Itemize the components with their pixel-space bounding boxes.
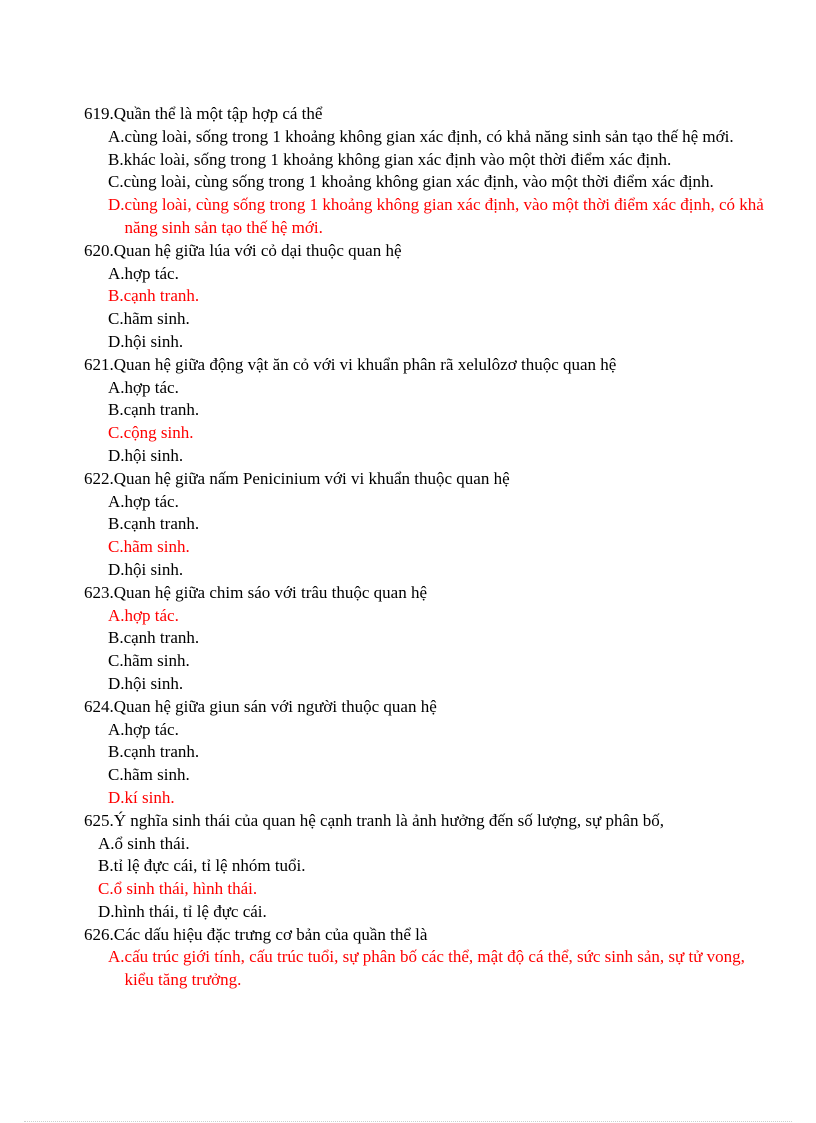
answer-option	[0, 673, 816, 696]
question-stem: 626.Các dấu hiệu đặc trưng cơ bản của quần thể là	[84, 924, 428, 944]
option-text: cùng loài, cùng sống trong 1 khoảng không gian xác định, vào một thời điểm xác định.	[123, 172, 714, 192]
answer-option-correct	[0, 878, 816, 901]
answer-option-correct	[0, 422, 816, 445]
option-text: cùng loài, cùng sống trong 1 khoảng không gian xác định, vào một thời điểm xác định, có khả năng sinh sản tạo thế hệ mới.	[124, 195, 764, 237]
option-letter: C.	[108, 423, 124, 443]
answer-option	[0, 833, 816, 856]
question-block	[0, 924, 816, 992]
question-stem: 620.Quan hệ giữa lúa với cỏ dại thuộc quan hệ	[84, 240, 402, 260]
option-text: hãm sinh.	[123, 651, 190, 671]
option-text: khác loài, sống trong 1 khoảng không gian xác định vào một thời điểm xác định.	[123, 149, 672, 169]
answer-option	[0, 491, 816, 514]
question-stem: 625.Ý nghĩa sinh thái của quan hệ cạnh tranh là ảnh hưởng đến số lượng, sự phân bố,	[84, 810, 665, 830]
option-text: cùng loài, sống trong 1 khoảng không gian xác định, có khả năng sinh sản tạo thế hệ mới.	[124, 126, 734, 146]
option-letter: D.	[98, 901, 115, 921]
question-stem: 624.Quan hệ giữa giun sán với người thuộc quan hệ	[84, 696, 437, 716]
option-letter: B.	[108, 628, 124, 648]
document-page	[0, 103, 816, 992]
option-text: hợp tác.	[124, 263, 179, 283]
option-letter: C.	[108, 309, 124, 329]
option-letter: B.	[108, 742, 124, 762]
question-block	[0, 354, 816, 468]
answer-option-correct	[0, 605, 816, 628]
option-text: hội sinh.	[124, 445, 184, 465]
question-block	[0, 696, 816, 810]
option-text: hãm sinh.	[123, 537, 190, 557]
answer-option	[0, 331, 816, 354]
option-text: kí sinh.	[124, 787, 175, 807]
option-letter: A.	[108, 605, 125, 625]
option-text: hợp tác.	[124, 377, 179, 397]
question-block	[0, 582, 816, 696]
option-text: cạnh tranh.	[123, 514, 200, 534]
answer-option	[0, 650, 816, 673]
question-stem: 623.Quan hệ giữa chim sáo với trâu thuộc quan hệ	[84, 582, 428, 602]
option-letter: B.	[108, 286, 124, 306]
option-letter: C.	[108, 651, 124, 671]
option-letter: A.	[108, 491, 125, 511]
option-text: cạnh tranh.	[123, 286, 200, 306]
answer-option	[0, 855, 816, 878]
option-letter: D.	[108, 445, 125, 465]
answer-option	[0, 445, 816, 468]
option-text: hợp tác.	[124, 605, 179, 625]
option-text: tỉ lệ đực cái, tỉ lệ nhóm tuổi.	[113, 856, 306, 876]
option-letter: B.	[98, 856, 114, 876]
option-letter: A.	[108, 947, 125, 967]
question-stem: 622.Quan hệ giữa nấm Penicinium với vi khuẩn thuộc quan hệ	[84, 468, 510, 488]
answer-option	[0, 741, 816, 764]
question-block	[0, 240, 816, 354]
option-text: hội sinh.	[124, 673, 184, 693]
answer-option	[0, 513, 816, 536]
option-text: cạnh tranh.	[123, 400, 200, 420]
option-letter: B.	[108, 400, 124, 420]
option-letter: D.	[108, 787, 125, 807]
option-letter: B.	[108, 149, 124, 169]
answer-option	[0, 901, 816, 924]
option-letter: D.	[108, 559, 125, 579]
option-letter: C.	[108, 172, 124, 192]
answer-option	[0, 377, 816, 400]
option-letter: A.	[108, 126, 125, 146]
option-text: cấu trúc giới tính, cấu trúc tuổi, sự phân bố các thể, mật độ cá thể, sức sinh sản, sự tử vong, kiểu tăng trưởng.	[124, 947, 745, 990]
option-letter: A.	[108, 377, 125, 397]
answer-option	[0, 126, 816, 149]
answer-option	[0, 559, 816, 582]
option-text: hội sinh.	[124, 559, 184, 579]
option-text: ổ sinh thái.	[114, 833, 190, 853]
option-letter: C.	[108, 537, 124, 557]
answer-option	[0, 627, 816, 650]
option-text: cạnh tranh.	[123, 628, 200, 648]
answer-option	[0, 399, 816, 422]
answer-option	[0, 263, 816, 286]
option-text: hội sinh.	[124, 331, 184, 351]
answer-option-correct	[0, 536, 816, 559]
answer-option	[0, 308, 816, 331]
question-stem: 621.Quan hệ giữa động vật ăn cỏ với vi khuẩn phân rã xelulôzơ thuộc quan hệ	[84, 354, 617, 374]
option-letter: A.	[108, 719, 125, 739]
option-text: ổ sinh thái, hình thái.	[113, 879, 258, 899]
option-letter: C.	[108, 765, 124, 785]
question-block	[0, 468, 816, 582]
question-block	[0, 103, 816, 240]
option-letter: C.	[98, 879, 114, 899]
answer-option	[0, 149, 816, 172]
answer-option-correct	[0, 946, 816, 992]
option-letter: A.	[108, 263, 125, 283]
option-letter: B.	[108, 514, 124, 534]
option-letter: D.	[108, 673, 125, 693]
answer-option-correct	[0, 787, 816, 810]
option-text: hãm sinh.	[123, 765, 190, 785]
option-text: hình thái, tỉ lệ đực cái.	[114, 901, 267, 921]
answer-option-correct	[0, 285, 816, 308]
option-letter: A.	[98, 833, 115, 853]
option-text: cạnh tranh.	[123, 742, 200, 762]
option-letter: D.	[108, 331, 125, 351]
option-text: cộng sinh.	[123, 423, 194, 443]
answer-option	[0, 764, 816, 787]
answer-option	[0, 171, 816, 194]
option-letter: D.	[108, 195, 125, 215]
option-text: hãm sinh.	[123, 309, 190, 329]
answer-option	[0, 719, 816, 742]
answer-option-correct	[0, 194, 816, 240]
question-block	[0, 810, 816, 924]
page-bottom-divider	[24, 1121, 792, 1122]
question-stem: 619.Quần thể là một tập hợp cá thể	[84, 104, 323, 123]
option-text: hợp tác.	[124, 491, 179, 511]
option-text: hợp tác.	[124, 719, 179, 739]
